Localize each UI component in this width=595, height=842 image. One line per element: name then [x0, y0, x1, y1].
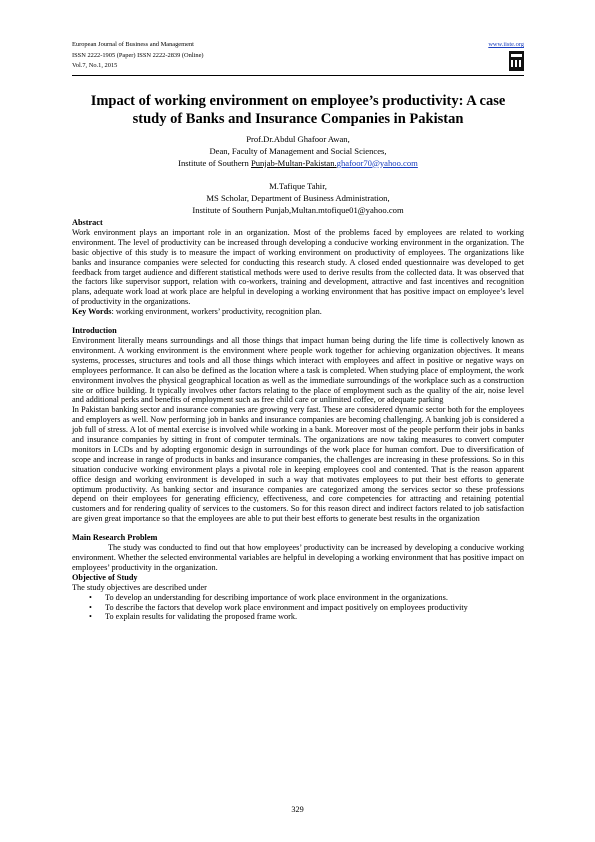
author-2-institute: Institute of Southern Punjab,Multan.mtofique01@yahoo.com: [192, 204, 404, 215]
research-problem-text: The study was conducted to find out that how employees’ productivity can be increased by developing a conducive working environment. Whether the selected environmental variables are helpful in developing a working environment that has positive impact on employees’ productivity in the organization.: [72, 543, 524, 572]
paper-title: Impact of working environment on employee’s productivity: A case study of Banks and Insurance Companies in Pakistan: [90, 93, 506, 127]
objective-item: • To explain results for validating the proposed frame work.: [89, 612, 298, 622]
introduction-paragraph-2: In Pakistan banking sector and insurance companies are growing very fast. These are considered dynamic sector both for the employees and employers as well. Now performing job in banks and insurance companies are becoming challenging. A banking job is considered a job full of stress. A lot of mental exercise is involved while working in a bank. Moreover most of the people perform their jobs in banks and insurance companies by sitting in front of computer terminals. The organizations are now taking measures to convert computer monitors in LCDs and by adopting ergonomic design in surroundings of the work place for human comfort. Due to diversification of scope and increase in range of products in banks and insurance companies, the challenges are increasing in these professions. So in this situation conducive working environment plays a pivotal role in keeping employees cool and contented. That is the reason apparent office design and working environment is developed in such a way that motivates employees to put their best efforts to generate optimum productivity. As banking sector and insurance companies are categorized among the services sector so these professions depend on their employees for generating efficiency, effectiveness, and core competencies for attracting and retaining potential customers and for rendering quality of services to the customers. So for this reason direct and indirect factors related to job satisfaction are given great importance so that the employees are able to put their best efforts to generate best results in the organization: [72, 405, 524, 524]
objective-heading: Objective of Study: [72, 572, 138, 582]
author-2-affiliation: MS Scholar, Department of Business Administration,: [206, 193, 390, 204]
abstract-text: Work environment plays an important role in an organization. Most of the problems faced by employees are related to working environment. The level of productivity can be increased through developing a conducive working environment in the organization. The basic objective of this study is to measure the impact of working environment on productivity of employees. The organizations like banks and insurance companies were selected for conducting this research study. A closed ended questionnaire was developed to get feedback from target audience and different statistical methods were used to derive results from the collected data. It was observed that the factors like supervisor support, relation with co-workers, training and development, attractive and fast incentives and recognition plans, adequate work load at work place are helpful in developing a working environment that has positive impact on employee’s level of productivity in the organizations.: [72, 227, 524, 307]
journal-url-link[interactable]: www.iiste.org: [488, 41, 524, 48]
author-2-name: M.Tafique Tahir,: [269, 181, 327, 192]
research-problem-heading: Main Research Problem: [72, 533, 158, 543]
objective-item: • To describe the factors that develop work place environment and impact positively on employees productivity: [89, 602, 468, 612]
journal-name: European Journal of Business and Management: [72, 41, 194, 48]
author-1-affiliation: Dean, Faculty of Management and Social Sciences,: [209, 145, 387, 156]
introduction-heading: Introduction: [72, 326, 117, 336]
paper-body: [72, 218, 524, 622]
author-1-email-link[interactable]: ghafoor70@yahoo.com: [336, 157, 418, 168]
volume-line: Vol.7, No.1, 2015: [72, 62, 118, 69]
objective-intro: The study objectives are described under: [72, 582, 207, 592]
keywords-label: Key Words: [72, 307, 112, 317]
bullet-icon: •: [89, 592, 92, 602]
keywords-text: : working environment, workers’ productivity, recognition plan.: [111, 307, 322, 317]
page-number: 329: [291, 805, 304, 814]
journal-header: [72, 40, 524, 72]
introduction-paragraph-1: Environment literally means surroundings and all those things that impact human being during the life time is collectively known as environment. A working environment is the environment where people work together for achieving organization objectives. It means systems, processes, structures and tools and all those things which interact with employees and affect in positive or negative ways on employees performance. It can also be defined as the location where a task is completed. When studying place of employment, the work environment involves the physical geographical location as well as the immediate surroundings of the workplace such as a construction site or office building. It typically involves other factors relating to the place of employment such as the quality of the air, noise level and additional perks and benefits of employment such as free child care or unlimited coffee, or adequate parking: [72, 335, 524, 405]
bullet-icon: •: [89, 612, 92, 622]
author-1-institute: Institute of Southern Punjab-Multan-Pakistan.ghafoor70@yahoo.com: [178, 157, 418, 168]
keywords-line: [72, 307, 524, 317]
issn-line: ISSN 2222-1905 (Paper) ISSN 2222-2839 (Online): [72, 51, 204, 59]
bullet-icon: •: [89, 602, 92, 612]
header-divider: [72, 75, 524, 76]
author-1-place: Punjab-Multan-Pakistan.: [250, 157, 337, 168]
author-block: [72, 134, 524, 217]
author-1-name: Prof.Dr.Abdul Ghafoor Awan,: [246, 134, 350, 144]
objective-item: • To develop an understanding for describing importance of work place environment in the organizations.: [89, 592, 448, 602]
abstract-heading: Abstract: [72, 218, 103, 227]
objective-list: [72, 593, 524, 623]
iiste-logo-icon: [509, 51, 524, 71]
